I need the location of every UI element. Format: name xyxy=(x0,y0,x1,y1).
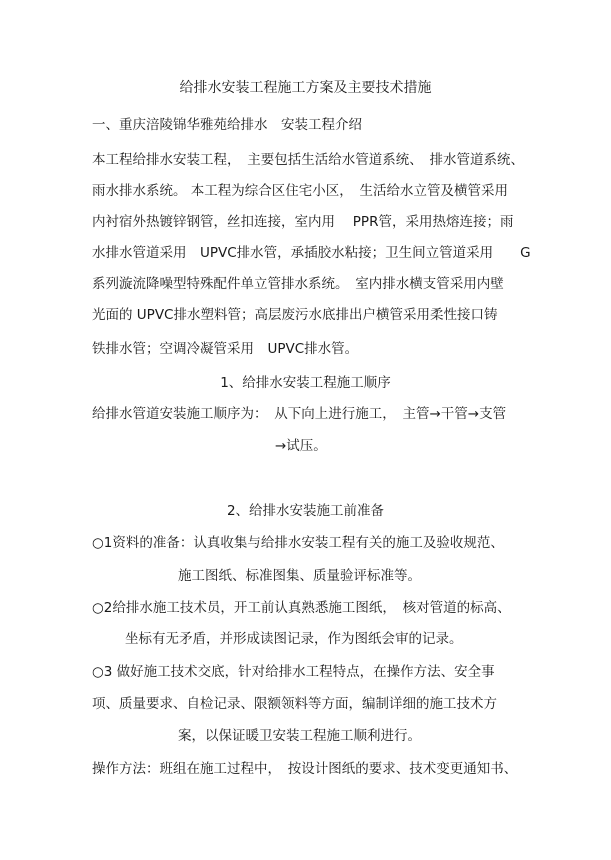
paragraph-line: 光面的 UPVC排水塑料管；高层废污水底排出户横管采用柔性接口铸 xyxy=(92,307,498,323)
list-item-1: ○1资料的准备：认真收集与给排水安装工程有关的施工及验收规范、 xyxy=(92,535,504,551)
paragraph-line: →试压。 xyxy=(275,438,327,454)
subsection-heading-2: 2、给排水安装施工前准备 xyxy=(226,503,385,519)
section-heading-1: 一、重庆涪陵锦华雅苑给排水 安装工程介绍 xyxy=(92,117,362,133)
paragraph-line: 系列漩流降噪型特殊配件单立管排水系统。 室内排水横支管采用内壁 xyxy=(92,276,504,292)
paragraph-line: 内衬宿外热镀锌钢管，丝扣连接，室内用 PPR管，采用热熔连接；雨 xyxy=(92,214,514,230)
list-item-3: ○3 做好施工技术交底，针对给排水工程特点，在操作方法、安全事 xyxy=(92,664,495,680)
paragraph-line: 雨水排水系统。 本工程为综合区住宅小区， 生活给水立管及横管采用 xyxy=(92,183,509,199)
list-item-1-cont: 施工图纸、标准图集、质量验评标准等。 xyxy=(178,568,421,584)
list-item-3-cont: 案，以保证暖卫安装工程施工顺利进行。 xyxy=(178,728,421,744)
page-title: 给排水安装工程施工方案及主要技术措施 xyxy=(179,80,432,96)
paragraph-line: 操作方法：班组在施工过程中， 按设计图纸的要求、技术变更通知书、 xyxy=(92,761,518,777)
paragraph-line: 给排水管道安装施工顺序为： 从下向上进行施工， 主管→干管→支管 xyxy=(92,406,507,422)
list-item-3-cont: 项、质量要求、自检记录、限额领料等方面，编制详细的施工技术方 xyxy=(92,696,497,712)
list-item-2: ○2给排水施工技术员，开工前认真熟悉施工图纸， 核对管道的标高、 xyxy=(92,600,511,616)
subsection-heading-1: 1、给排水安装工程施工顺序 xyxy=(220,375,391,391)
paragraph-line: 水排水管道采用 UPVC排水管，承插胶水粘接；卫生间立管道采用 G xyxy=(92,245,531,261)
paragraph-line: 本工程给排水安装工程， 主要包括生活给水管道系统、 排水管道系统、 xyxy=(92,152,524,168)
list-item-2-cont: 坐标有无矛盾，并形成读图记录，作为图纸会审的记录。 xyxy=(125,631,463,647)
paragraph-line: 铁排水管；空调冷凝管采用 UPVC排水管。 xyxy=(92,341,359,357)
